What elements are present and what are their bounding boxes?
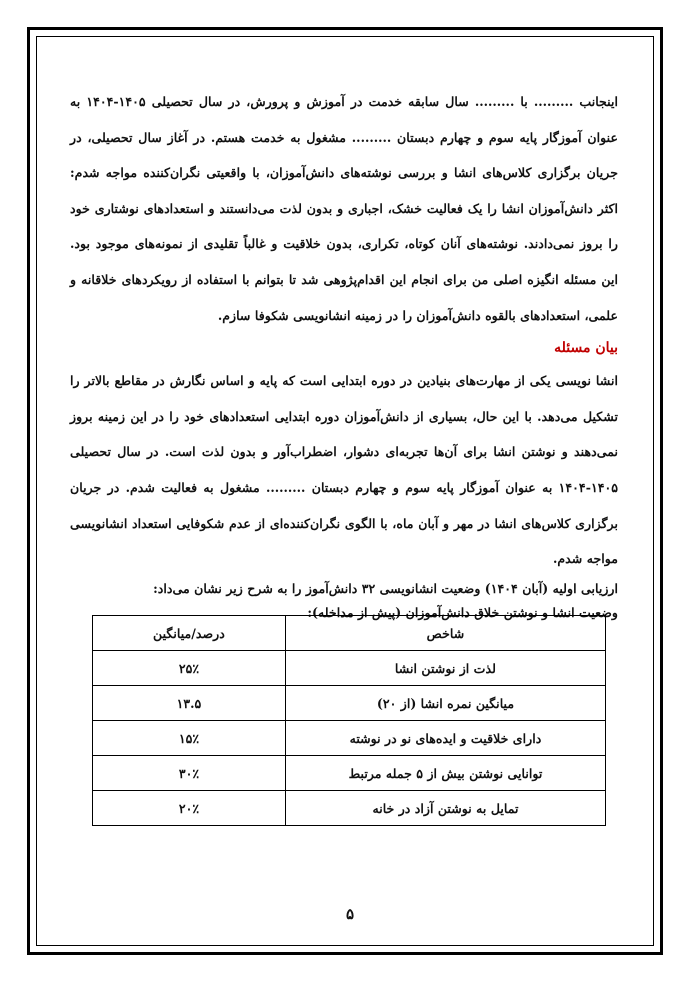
table-row bbox=[93, 686, 606, 721]
table-row bbox=[93, 651, 606, 686]
table-caption: وضعیت انشا و نوشتن خلاق دانش‌آموزان (پیش از مداخله): bbox=[307, 604, 618, 620]
row-value: ۲۰٪ bbox=[93, 791, 286, 826]
table-header-row bbox=[93, 616, 606, 651]
row-value: ۱۵٪ bbox=[93, 721, 286, 756]
row-indicator: دارای خلاقیت و ایده‌های نو در نوشته bbox=[285, 721, 605, 756]
table-row bbox=[93, 756, 606, 791]
row-indicator: تمایل به نوشتن آزاد در خانه bbox=[285, 791, 605, 826]
page-number: ۵ bbox=[345, 905, 355, 923]
row-indicator: میانگین نمره انشا (از ۲۰) bbox=[285, 686, 605, 721]
document-body bbox=[70, 84, 618, 625]
row-value: ۲۵٪ bbox=[93, 651, 286, 686]
row-indicator: لذت از نوشتن انشا bbox=[285, 651, 605, 686]
table-row bbox=[93, 791, 606, 826]
intro-paragraph: اینجانب ......... با ......... سال سابقه خدمت در آموزش و پرورش، در سال تحصیلی ۱۴۰۵-۱۴۰۴ به عنوان آموزگار پایه سوم و چهارم دبستان ......... مشغول به خدمت هستم. در آغاز سال تحصیلی، در جریان برگزاری کلاس‌های انشا و بررسی نوشته‌های دانش‌آموزان، با واقعیتی نگران‌کننده مواجه شدم: اکثر دانش‌آموزان انشا را یک فعالیت خشک، اجباری و بدون لذت می‌دانستند و استعدادهای نوشتاری خود را بروز نمی‌دادند. نوشته‌های آنان کوتاه، تکراری، بدون خلاقیت و غالباً تقلیدی از نمونه‌های موجود بود. این مسئله انگیزه اصلی من برای انجام این اقدام‌پژوهی شد تا بتوانم با استفاده از رویکردهای خلاقانه و علمی، استعدادهای بالقوه دانش‌آموزان را در زمینه انشانویسی شکوفا سازم. bbox=[70, 94, 618, 323]
header-percent: درصد/میانگین bbox=[93, 616, 286, 651]
assessment-line: ارزیابی اولیه (آبان ۱۴۰۴) وضعیت انشانویسی ۳۲ دانش‌آموز را به شرح زیر نشان می‌داد: bbox=[153, 580, 618, 596]
table-row bbox=[93, 721, 606, 756]
assessment-table bbox=[92, 615, 606, 826]
problem-paragraph: انشا نویسی یکی از مهارت‌های بنیادین در دوره ابتدایی است که پایه و اساس نگارش در مقاطع بالاتر را تشکیل می‌دهد. با این حال، بسیاری از دانش‌آموزان دوره ابتدایی استعدادهای خود را در این زمینه بروز نمی‌دهند و نوشتن انشا برای آن‌ها تجربه‌ای دشوار، اضطراب‌آور و بدون لذت است. در سال تحصیلی ۱۴۰۵-۱۴۰۴ به عنوان آموزگار پایه سوم و چهارم دبستان ......... مشغول به فعالیت شدم. در جریان برگزاری کلاس‌های انشا در مهر و آبان ماه، با الگوی نگران‌کننده‌ای از عدم شکوفایی استعداد انشانویسی مواجه شدم. bbox=[70, 373, 618, 567]
section-heading: بیان مسئله bbox=[554, 340, 618, 357]
row-indicator: توانایی نوشتن بیش از ۵ جمله مرتبط bbox=[285, 756, 605, 791]
row-value: ۳۰٪ bbox=[93, 756, 286, 791]
header-indicator: شاخص bbox=[285, 616, 605, 651]
row-value: ۱۳.۵ bbox=[93, 686, 286, 721]
